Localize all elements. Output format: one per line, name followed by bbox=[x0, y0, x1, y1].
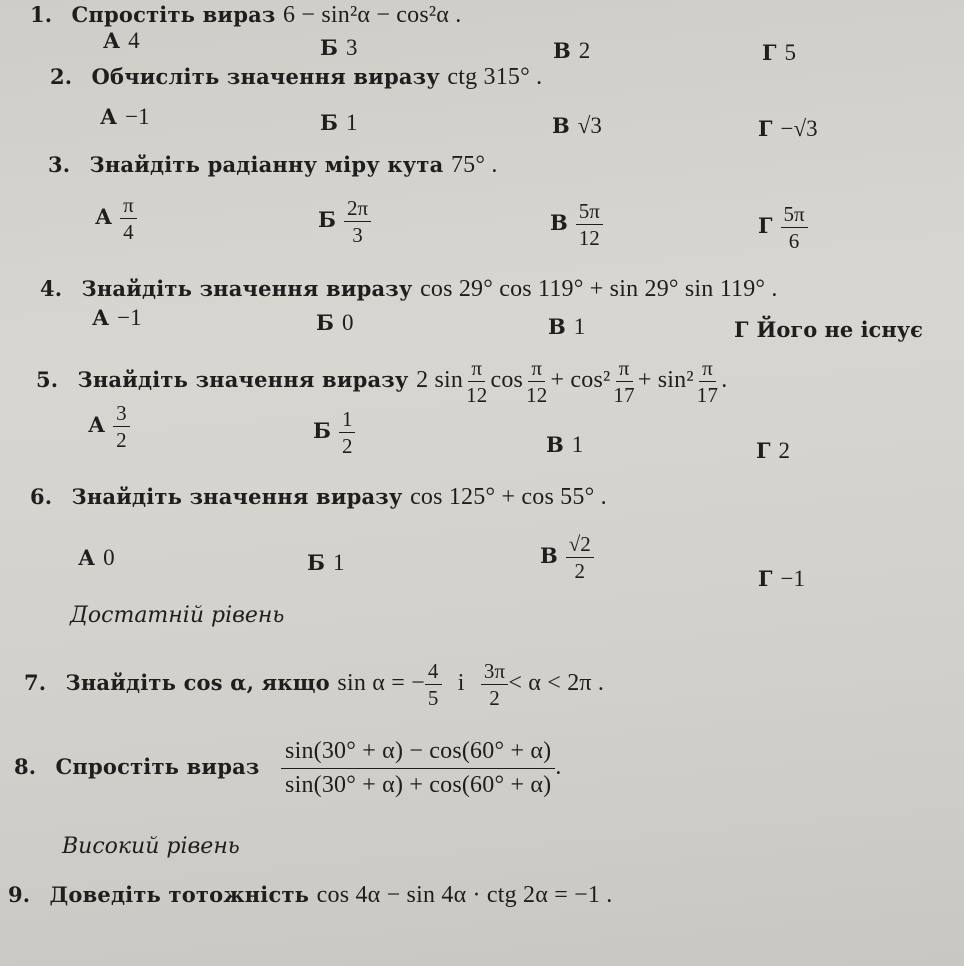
question-text: Знайдіть значення виразу bbox=[81, 276, 413, 301]
q4-option-d: Г Його не існує bbox=[734, 317, 923, 342]
question-text: Спростіть вираз bbox=[55, 754, 260, 779]
question-text: Знайдіть cos α, якщо bbox=[65, 670, 330, 696]
question-9 bbox=[8, 882, 613, 909]
question-7 bbox=[24, 660, 604, 709]
question-6 bbox=[30, 484, 607, 511]
q5-option-a: А $\frac{3}{2}$ bbox=[88, 402, 130, 451]
q5-option-b: Б $\frac{1}{2}$ bbox=[313, 408, 355, 457]
section-heading-sufficient: Достатній рівень bbox=[70, 603, 285, 628]
q6-option-c: В $\frac{√2}{2}$ bbox=[540, 533, 594, 582]
q2-option-c: В √3 bbox=[552, 113, 602, 138]
q2-option-a: А −1 bbox=[100, 104, 150, 129]
question-expression: 6 − sin²α − cos²α . bbox=[283, 2, 462, 28]
question-4 bbox=[40, 276, 778, 303]
q6-option-a: А 0 bbox=[78, 545, 115, 570]
q3-option-d: Г $\frac{5\pi}{6}$ bbox=[758, 203, 808, 252]
q1-option-d: Г 5 bbox=[762, 40, 796, 65]
question-number: 3. bbox=[48, 152, 71, 177]
question-1 bbox=[30, 2, 461, 29]
q5-option-c: В 1 bbox=[546, 432, 584, 457]
q2-option-d: Г −√3 bbox=[758, 116, 818, 141]
q3-option-c: В $\frac{5\pi}{12}$ bbox=[550, 200, 603, 249]
q1-option-c: В 2 bbox=[553, 38, 591, 63]
question-expression: 2 sin $\frac{\pi}{12}$ cos $\frac{\pi}{12}$ + cos² $\frac{\pi}{17}$ + sin² $\frac{\pi}{17}$ . bbox=[416, 356, 728, 408]
q6-option-d: Г −1 bbox=[758, 566, 805, 591]
question-expression: ctg 315° . bbox=[447, 64, 543, 90]
question-expression: cos 29° cos 119° + sin 29° sin 119° . bbox=[420, 276, 778, 302]
q3-option-b: Б $\frac{2\pi}{3}$ bbox=[318, 197, 371, 246]
question-number: 8. bbox=[14, 754, 37, 779]
question-number: 2. bbox=[50, 64, 73, 89]
question-expression: cos 125° + cos 55° . bbox=[410, 484, 607, 510]
question-text: Спростіть вираз bbox=[71, 2, 276, 27]
question-number: 5. bbox=[36, 367, 59, 393]
q4-option-b: Б 0 bbox=[316, 310, 354, 335]
question-number: 4. bbox=[40, 276, 63, 301]
q2-option-b: Б 1 bbox=[320, 110, 358, 135]
q1-option-a: А 4 bbox=[103, 28, 140, 53]
q5-option-d: Г 2 bbox=[756, 438, 790, 463]
question-text: Доведіть тотожність bbox=[49, 882, 310, 907]
question-3 bbox=[48, 152, 498, 179]
section-heading-high: Високий рівень bbox=[62, 834, 240, 859]
question-text: Обчисліть значення виразу bbox=[91, 64, 440, 89]
question-number: 9. bbox=[8, 882, 31, 907]
question-expression: cos 4α − sin 4α · ctg 2α = −1 . bbox=[316, 882, 613, 908]
question-expression: 75° . bbox=[450, 152, 498, 178]
question-2 bbox=[50, 64, 542, 91]
question-text: Знайдіть значення виразу bbox=[77, 367, 409, 393]
question-number: 6. bbox=[30, 484, 53, 509]
question-5 bbox=[36, 357, 727, 406]
q4-option-a: А −1 bbox=[92, 305, 142, 330]
question-text: Знайдіть радіанну міру кута bbox=[89, 152, 444, 177]
q1-option-b: Б 3 bbox=[320, 35, 358, 60]
question-expression: $\frac{\sin(30^\circ + \alpha) - \cos(60^\circ + \alpha)}{\sin(30^\circ + \alpha) + \cos(60^\circ + \alpha)}$ bbox=[281, 738, 555, 799]
question-number: 1. bbox=[30, 2, 53, 27]
question-8: 8. Спростіть вираз $\frac{\sin(30^\circ + \alpha) - \cos(60^\circ + \alpha)}{\sin(30^\circ + \alpha) + \cos(60^\circ + \alpha)}$ . bbox=[14, 738, 562, 798]
question-expression: sin α = − $\frac{4}{5}$ і $\frac{3\pi}{2}$ < α < 2π . bbox=[337, 659, 605, 711]
question-text: Знайдіть значення виразу bbox=[71, 484, 403, 509]
question-number: 7. bbox=[24, 670, 47, 696]
q4-option-c: В 1 bbox=[548, 314, 586, 339]
q6-option-b: Б 1 bbox=[307, 550, 345, 575]
q3-option-a: А $\frac{\pi}{4}$ bbox=[95, 194, 137, 243]
